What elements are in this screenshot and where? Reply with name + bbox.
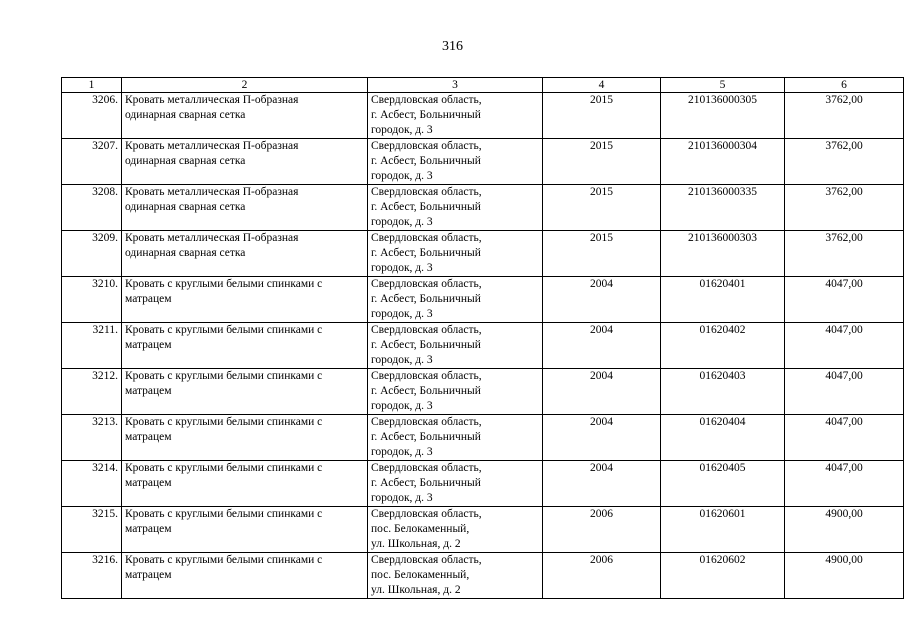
item-name-cell-line: одинарная сварная сетка bbox=[125, 201, 246, 213]
inventory-number-cell: 01620402 bbox=[661, 323, 785, 369]
header-col-5: 5 bbox=[661, 78, 785, 93]
item-name-cell-line: Кровать с круглыми белыми спинками с bbox=[125, 508, 323, 520]
address-cell bbox=[368, 415, 543, 461]
cost-cell: 4900,00 bbox=[785, 553, 904, 599]
year-cell: 2006 bbox=[543, 553, 661, 599]
item-name-cell bbox=[122, 507, 368, 553]
table-row bbox=[62, 277, 904, 323]
header-col-6: 6 bbox=[785, 78, 904, 93]
address-cell bbox=[368, 553, 543, 599]
row-number-cell: 3214. bbox=[62, 461, 122, 507]
address-cell-line: г. Асбест, Больничный bbox=[371, 385, 481, 397]
year-cell: 2015 bbox=[543, 185, 661, 231]
cost-cell: 4047,00 bbox=[785, 461, 904, 507]
cost-cell: 3762,00 bbox=[785, 139, 904, 185]
address-cell bbox=[368, 185, 543, 231]
item-name-cell-line: Кровать с круглыми белыми спинками с bbox=[125, 416, 323, 428]
address-cell-line: Свердловская область, bbox=[371, 186, 482, 198]
address-cell-line: г. Асбест, Больничный bbox=[371, 293, 481, 305]
year-cell: 2004 bbox=[543, 323, 661, 369]
year-cell: 2004 bbox=[543, 461, 661, 507]
item-name-cell-line: матрацем bbox=[125, 477, 172, 489]
item-name-cell bbox=[122, 461, 368, 507]
address-cell-line: городок, д. 3 bbox=[371, 124, 433, 136]
item-name-cell bbox=[122, 231, 368, 277]
address-cell-line: г. Асбест, Больничный bbox=[371, 339, 481, 351]
address-cell bbox=[368, 139, 543, 185]
row-number-cell: 3213. bbox=[62, 415, 122, 461]
address-cell-line: ул. Школьная, д. 2 bbox=[371, 584, 461, 596]
address-cell-line: г. Асбест, Больничный bbox=[371, 201, 481, 213]
cost-cell: 4047,00 bbox=[785, 369, 904, 415]
address-cell-line: городок, д. 3 bbox=[371, 170, 433, 182]
address-cell-line: городок, д. 3 bbox=[371, 308, 433, 320]
item-name-cell bbox=[122, 415, 368, 461]
table-row bbox=[62, 507, 904, 553]
address-cell-line: Свердловская область, bbox=[371, 462, 482, 474]
inventory-number-cell: 01620602 bbox=[661, 553, 785, 599]
address-cell-line: Свердловская область, bbox=[371, 278, 482, 290]
page-number: 316 bbox=[442, 39, 463, 54]
address-cell bbox=[368, 369, 543, 415]
year-cell: 2004 bbox=[543, 369, 661, 415]
header-col-4: 4 bbox=[543, 78, 661, 93]
inventory-number-cell: 01620403 bbox=[661, 369, 785, 415]
address-cell-line: городок, д. 3 bbox=[371, 400, 433, 412]
row-number-cell: 3210. bbox=[62, 277, 122, 323]
inventory-number-cell: 210136000305 bbox=[661, 93, 785, 139]
item-name-cell-line: матрацем bbox=[125, 431, 172, 443]
address-cell bbox=[368, 461, 543, 507]
table-row bbox=[62, 93, 904, 139]
header-col-1: 1 bbox=[62, 78, 122, 93]
item-name-cell bbox=[122, 139, 368, 185]
year-cell: 2015 bbox=[543, 231, 661, 277]
inventory-number-cell: 01620601 bbox=[661, 507, 785, 553]
row-number-cell: 3207. bbox=[62, 139, 122, 185]
address-cell-line: городок, д. 3 bbox=[371, 492, 433, 504]
table-row bbox=[62, 323, 904, 369]
address-cell-line: Свердловская область, bbox=[371, 370, 482, 382]
address-cell-line: городок, д. 3 bbox=[371, 446, 433, 458]
address-cell bbox=[368, 231, 543, 277]
item-name-cell-line: Кровать с круглыми белыми спинками с bbox=[125, 324, 323, 336]
row-number-cell: 3212. bbox=[62, 369, 122, 415]
item-name-cell-line: Кровать с круглыми белыми спинками с bbox=[125, 462, 323, 474]
inventory-number-cell: 210136000304 bbox=[661, 139, 785, 185]
inventory-number-cell: 01620404 bbox=[661, 415, 785, 461]
table-row bbox=[62, 231, 904, 277]
address-cell bbox=[368, 277, 543, 323]
address-cell-line: пос. Белокаменный, bbox=[371, 569, 470, 581]
address-cell-line: городок, д. 3 bbox=[371, 262, 433, 274]
address-cell-line: г. Асбест, Больничный bbox=[371, 155, 481, 167]
cost-cell: 3762,00 bbox=[785, 93, 904, 139]
item-name-cell-line: одинарная сварная сетка bbox=[125, 247, 246, 259]
address-cell-line: г. Асбест, Больничный bbox=[371, 431, 481, 443]
address-cell bbox=[368, 93, 543, 139]
item-name-cell-line: Кровать металлическая П-образная bbox=[125, 140, 299, 152]
item-name-cell-line: одинарная сварная сетка bbox=[125, 109, 246, 121]
year-cell: 2004 bbox=[543, 277, 661, 323]
address-cell-line: г. Асбест, Больничный bbox=[371, 247, 481, 259]
header-row bbox=[62, 78, 904, 93]
item-name-cell-line: Кровать с круглыми белыми спинками с bbox=[125, 554, 323, 566]
address-cell bbox=[368, 323, 543, 369]
table-row bbox=[62, 553, 904, 599]
address-cell-line: Свердловская область, bbox=[371, 94, 482, 106]
item-name-cell bbox=[122, 185, 368, 231]
year-cell: 2015 bbox=[543, 139, 661, 185]
inventory-number-cell: 01620405 bbox=[661, 461, 785, 507]
address-cell-line: Свердловская область, bbox=[371, 554, 482, 566]
item-name-cell bbox=[122, 277, 368, 323]
row-number-cell: 3206. bbox=[62, 93, 122, 139]
item-name-cell-line: Кровать металлическая П-образная bbox=[125, 232, 299, 244]
item-name-cell-line: одинарная сварная сетка bbox=[125, 155, 246, 167]
header-col-2: 2 bbox=[122, 78, 368, 93]
address-cell-line: г. Асбест, Больничный bbox=[371, 109, 481, 121]
item-name-cell bbox=[122, 553, 368, 599]
row-number-cell: 3215. bbox=[62, 507, 122, 553]
table-row bbox=[62, 185, 904, 231]
table-body bbox=[62, 93, 904, 599]
cost-cell: 4047,00 bbox=[785, 277, 904, 323]
item-name-cell bbox=[122, 323, 368, 369]
table-header bbox=[62, 78, 904, 93]
address-cell-line: пос. Белокаменный, bbox=[371, 523, 470, 535]
property-register-table bbox=[61, 77, 904, 599]
address-cell-line: Свердловская область, bbox=[371, 232, 482, 244]
address-cell bbox=[368, 507, 543, 553]
item-name-cell-line: матрацем bbox=[125, 293, 172, 305]
cost-cell: 4047,00 bbox=[785, 415, 904, 461]
year-cell: 2004 bbox=[543, 415, 661, 461]
table-row bbox=[62, 369, 904, 415]
address-cell-line: г. Асбест, Больничный bbox=[371, 477, 481, 489]
address-cell-line: ул. Школьная, д. 2 bbox=[371, 538, 461, 550]
table-row bbox=[62, 415, 904, 461]
table-row bbox=[62, 139, 904, 185]
address-cell-line: Свердловская область, bbox=[371, 416, 482, 428]
item-name-cell-line: матрацем bbox=[125, 523, 172, 535]
cost-cell: 4900,00 bbox=[785, 507, 904, 553]
inventory-number-cell: 01620401 bbox=[661, 277, 785, 323]
row-number-cell: 3208. bbox=[62, 185, 122, 231]
inventory-number-cell: 210136000303 bbox=[661, 231, 785, 277]
table-row bbox=[62, 461, 904, 507]
cost-cell: 3762,00 bbox=[785, 185, 904, 231]
address-cell-line: городок, д. 3 bbox=[371, 216, 433, 228]
item-name-cell-line: Кровать с круглыми белыми спинками с bbox=[125, 370, 323, 382]
item-name-cell-line: матрацем bbox=[125, 569, 172, 581]
item-name-cell-line: матрацем bbox=[125, 339, 172, 351]
row-number-cell: 3216. bbox=[62, 553, 122, 599]
item-name-cell bbox=[122, 93, 368, 139]
item-name-cell-line: Кровать металлическая П-образная bbox=[125, 186, 299, 198]
year-cell: 2006 bbox=[543, 507, 661, 553]
header-col-3: 3 bbox=[368, 78, 543, 93]
item-name-cell-line: Кровать металлическая П-образная bbox=[125, 94, 299, 106]
cost-cell: 4047,00 bbox=[785, 323, 904, 369]
address-cell-line: Свердловская область, bbox=[371, 140, 482, 152]
row-number-cell: 3209. bbox=[62, 231, 122, 277]
row-number-cell: 3211. bbox=[62, 323, 122, 369]
item-name-cell bbox=[122, 369, 368, 415]
inventory-number-cell: 210136000335 bbox=[661, 185, 785, 231]
address-cell-line: городок, д. 3 bbox=[371, 354, 433, 366]
year-cell: 2015 bbox=[543, 93, 661, 139]
address-cell-line: Свердловская область, bbox=[371, 324, 482, 336]
item-name-cell-line: Кровать с круглыми белыми спинками с bbox=[125, 278, 323, 290]
cost-cell: 3762,00 bbox=[785, 231, 904, 277]
item-name-cell-line: матрацем bbox=[125, 385, 172, 397]
address-cell-line: Свердловская область, bbox=[371, 508, 482, 520]
